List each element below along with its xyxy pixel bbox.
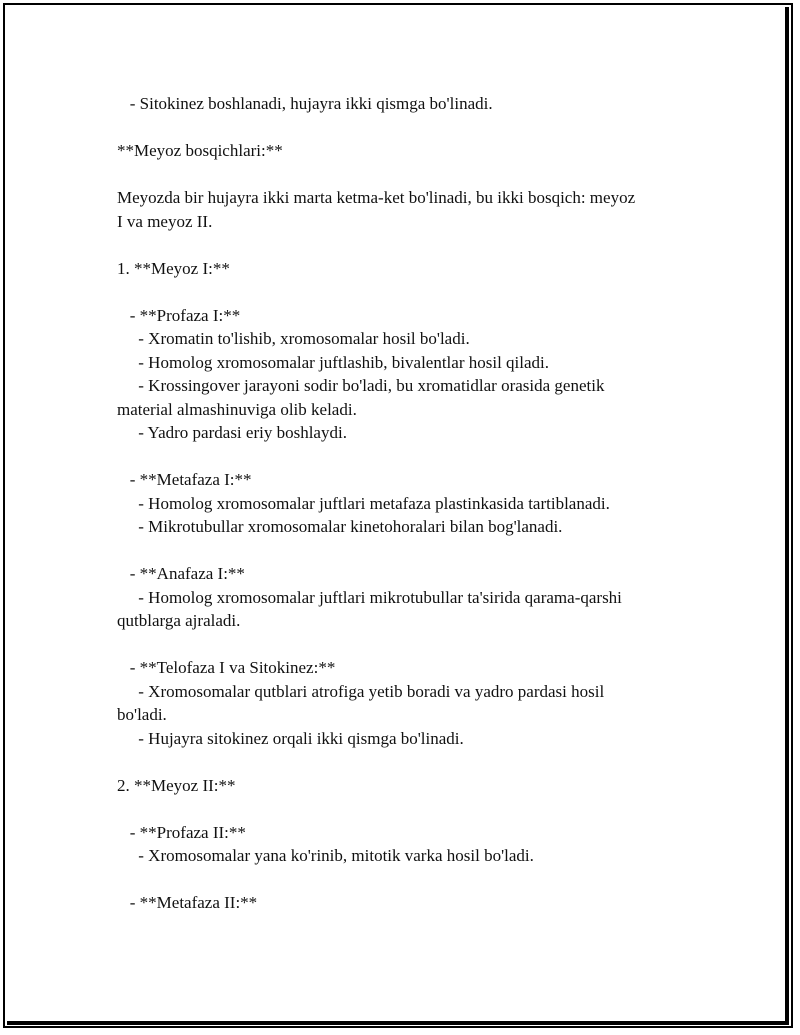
text-line: bo'ladi. — [117, 705, 167, 724]
text-line: - Krossingover jarayoni sodir bo'ladi, bu xromatidlar orasida genetik — [117, 376, 605, 395]
document-body — [117, 92, 697, 915]
text-line: qutblarga ajraladi. — [117, 611, 241, 630]
blank-line — [117, 280, 697, 304]
list-heading: 1. **Meyoz I:** — [117, 258, 230, 278]
text-line: - Homolog xromosomalar juftlari mikrotubullar ta'sirida qarama-qarshi — [117, 587, 622, 607]
blank-line — [117, 750, 697, 774]
text-line: Meyozda bir hujayra ikki marta ketma-ket bo'linadi, bu ikki bosqich: meyoz — [117, 188, 636, 207]
blank-line — [117, 116, 697, 140]
section-heading: **Meyoz bosqichlari:** — [117, 141, 283, 160]
blank-line — [117, 163, 697, 187]
text-line: - Xromatin to'lishib, xromosomalar hosil bo'ladi. — [117, 329, 470, 348]
blank-line — [117, 633, 697, 657]
sub-heading: - **Profaza II:** — [117, 822, 246, 842]
text-line: - Mikrotubullar xromosomalar kinetohoralari bilan bog'lanadi. — [117, 517, 563, 536]
blank-line — [117, 445, 697, 469]
text-line: - Homolog xromosomalar juftlashib, bivalentlar hosil qiladi. — [117, 352, 550, 372]
text-line: material almashinuviga olib keladi. — [117, 399, 357, 419]
sub-heading: - **Metafaza II:** — [117, 893, 258, 912]
sub-heading: - **Anafaza I:** — [117, 564, 245, 583]
text-line: - Hujayra sitokinez orqali ikki qismga bo'linadi. — [117, 728, 464, 748]
blank-line — [117, 539, 697, 563]
sub-heading: - **Metafaza I:** — [117, 470, 252, 489]
text-line: - Yadro pardasi eriy boshlaydi. — [117, 423, 347, 442]
blank-line — [117, 797, 697, 821]
list-heading: 2. **Meyoz II:** — [117, 775, 236, 795]
blank-line — [117, 868, 697, 892]
text-line: - Xromosomalar yana ko'rinib, mitotik varka hosil bo'ladi. — [117, 846, 534, 865]
text-line: - Homolog xromosomalar juftlari metafaza plastinkasida tartiblanadi. — [117, 493, 610, 513]
text-line: - Sitokinez boshlanadi, hujayra ikki qismga bo'linadi. — [117, 94, 493, 113]
sub-heading: - **Telofaza I va Sitokinez:** — [117, 658, 336, 677]
sub-heading: - **Profaza I:** — [117, 305, 241, 325]
text-line: - Xromosomalar qutblari atrofiga yetib boradi va yadro pardasi hosil — [117, 681, 605, 701]
text-line: I va meyoz II. — [117, 211, 213, 231]
blank-line — [117, 233, 697, 257]
